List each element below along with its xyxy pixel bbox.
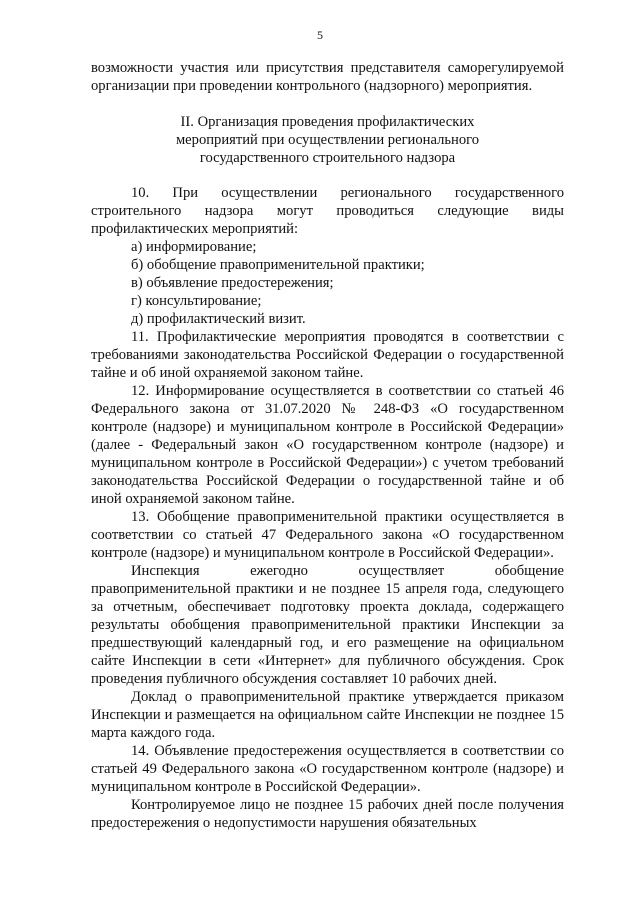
- list-item-c: в) объявление предостережения;: [131, 275, 334, 291]
- paragraph-13-report: Доклад о правоприменительной практике утверждается приказом Инспекции и размещается на официальном сайте Инспекции не позднее 15 марта каждого года.: [91, 689, 564, 741]
- paragraph-14: 14. Объявление предостережения осуществляется в соответствии со статьей 49 Федерального закона «О государственном контроле (надзоре) и муниципальном контроле в Российской Федерации».: [91, 743, 564, 795]
- page-number: 5: [317, 28, 323, 42]
- intro-paragraph: возможности участия или присутствия представителя саморегулируемой организации при проведении контрольного (надзорного) мероприятия.: [91, 60, 564, 94]
- list-item-d: г) консультирование;: [131, 293, 262, 309]
- section-heading-line: мероприятий при осуществлении регионального: [175, 132, 480, 148]
- section-heading-line: II. Организация проведения профилактических: [180, 114, 475, 130]
- paragraph-11: 11. Профилактические мероприятия проводятся в соответствии с требованиями законодательства Российской Федерации о государственной тайне и об иной охраняемой законом тайне.: [91, 329, 564, 381]
- section-heading: [91, 113, 564, 167]
- paragraph-13-inspection: Инспекция ежегодно осуществляет обобщение правоприменительной практики и не позднее 15 апреля года, следующего за отчетным, обеспечивает подготовку проекта доклада, содержащего результаты обобщения правоприменительной практики Инспекции за предшествующий календарный год, и его размещение на официальном сайте Инспекции в сети «Интернет» для публичного обсуждения. Срок проведения публичного обсуждения составляет 10 рабочих дней.: [91, 563, 564, 687]
- list-item-a: а) информирование;: [131, 239, 257, 255]
- paragraph-10: 10. При осуществлении регионального государственного строительного надзора могут проводиться следующие виды профилактических мероприятий:: [91, 185, 564, 237]
- section-heading-line: государственного строительного надзора: [199, 150, 456, 166]
- paragraph-12: 12. Информирование осуществляется в соответствии со статьей 46 Федерального закона от 31.07.2020 № 248-ФЗ «О государственном контроле (надзоре) и муниципальном контроле в Российской Федерации» (далее - Федеральный закон «О государственном контроле (надзоре) и муниципальном контроле в Российской Федерации») с учетом требований законодательства Российской Федерации о государственной тайне и об иной охраняемой законом тайне.: [91, 383, 564, 507]
- document-body: [91, 59, 564, 832]
- list-item-b: б) обобщение правоприменительной практики;: [131, 257, 425, 273]
- paragraph-13: 13. Обобщение правоприменительной практики осуществляется в соответствии со статьей 47 Федерального закона «О государственном контроле (надзоре) и муниципальном контроле в Российской Федерации».: [91, 509, 564, 561]
- paragraph-14-controlled-person: Контролируемое лицо не позднее 15 рабочих дней после получения предостережения о недопустимости нарушения обязательных: [91, 797, 564, 831]
- list-item-e: д) профилактический визит.: [131, 311, 306, 327]
